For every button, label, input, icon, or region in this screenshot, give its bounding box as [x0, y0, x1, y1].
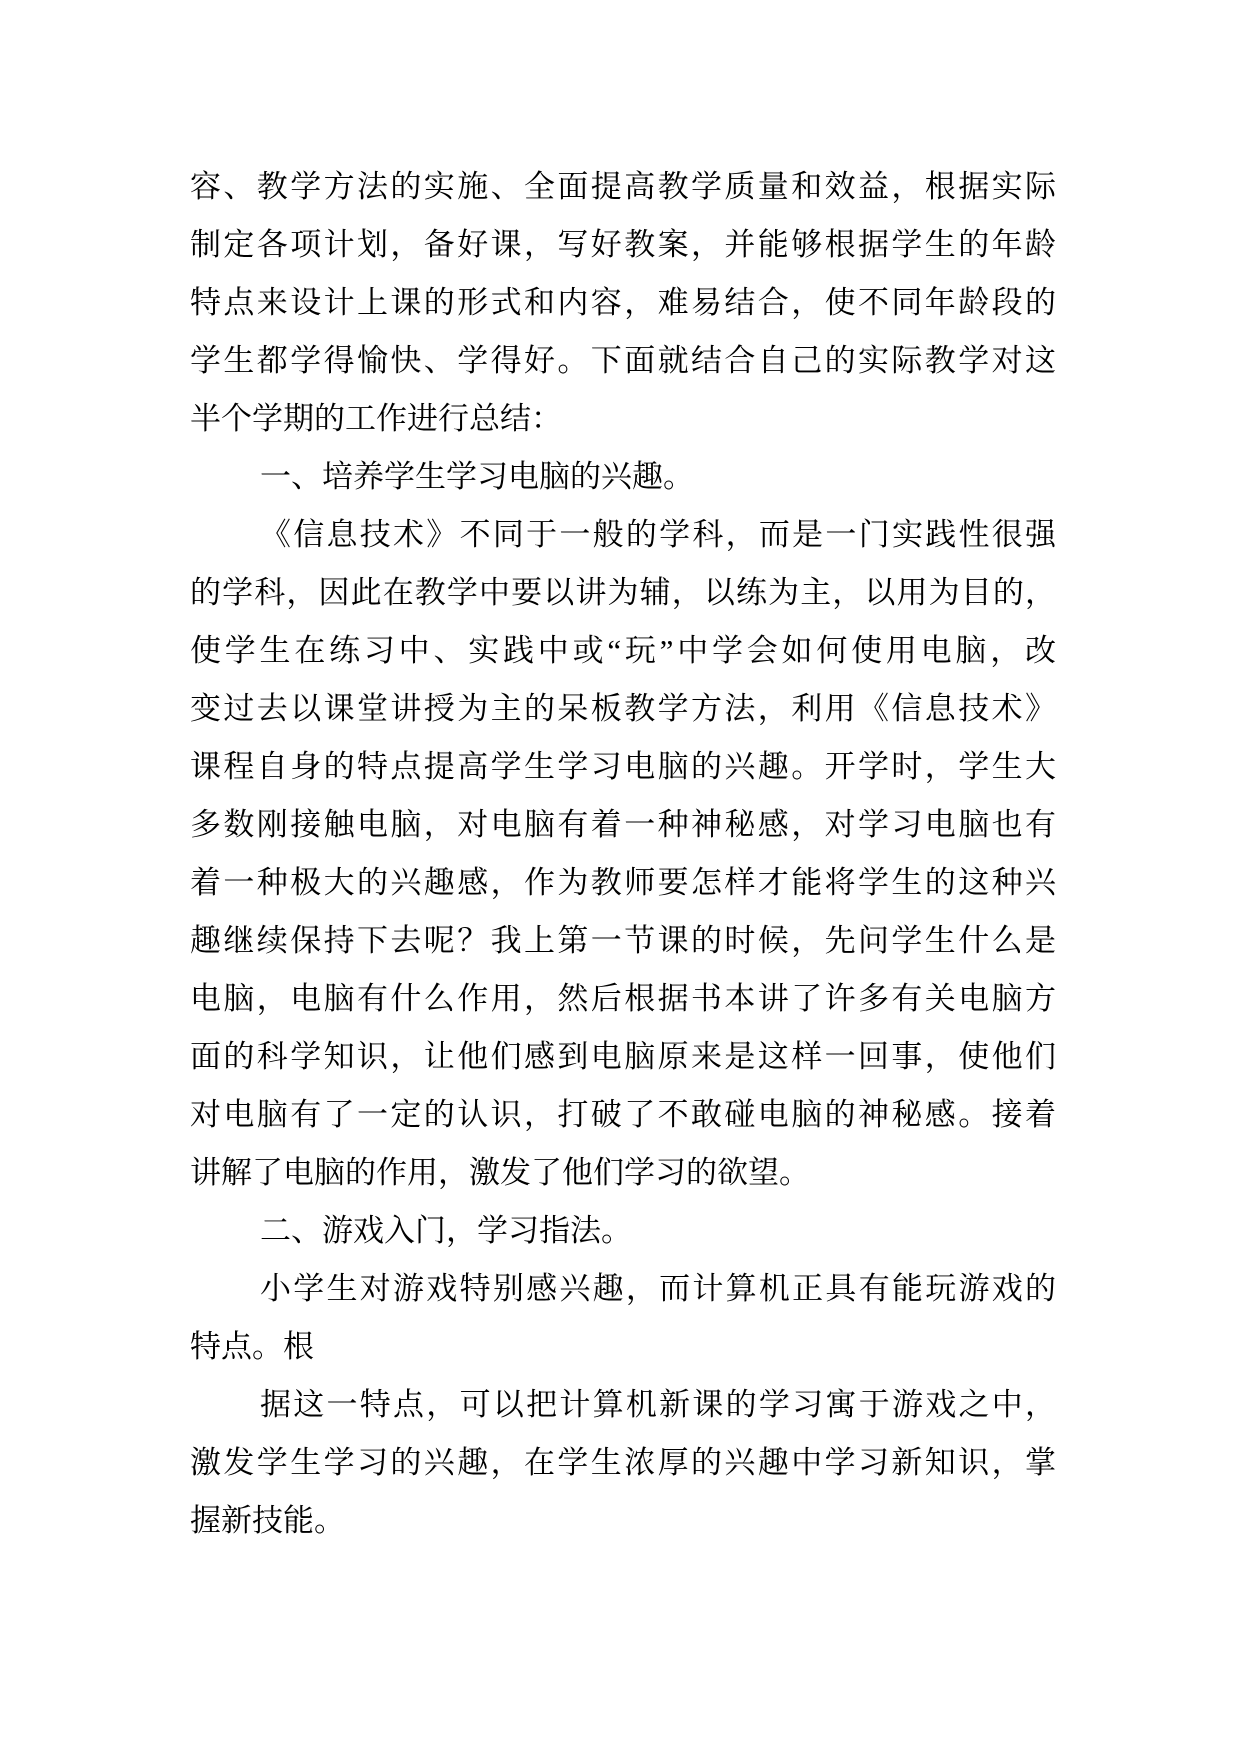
text-line-23: 激发学生学习的兴趣，在学生浓厚的兴趣中学习新知识，掌 [190, 1445, 1056, 1480]
text-line-14: 趣继续保持下去呢？我上第一节课的时候，先问学生什么是 [190, 923, 1056, 958]
text-line-16: 面的科学知识，让他们感到电脑原来是这样一回事，使他们 [190, 1039, 1056, 1074]
text-line-2: 制定各项计划，备好课，写好教案，并能够根据学生的年龄 [190, 227, 1056, 262]
text-line-13: 着一种极大的兴趣感，作为教师要怎样才能将学生的这种兴 [190, 865, 1056, 900]
text-line-20: 小学生对游戏特别感兴趣，而计算机正具有能玩游戏的 [260, 1271, 1056, 1306]
text-line-17: 对电脑有了一定的认识，打破了不敢碰电脑的神秘感。接着 [190, 1097, 1056, 1132]
text-line-7: 《信息技术》不同于一般的学科，而是一门实践性很强 [260, 517, 1056, 552]
text-line-3: 特点来设计上课的形式和内容，难易结合，使不同年龄段的 [190, 285, 1056, 320]
text-line-10: 变过去以课堂讲授为主的呆板教学方法，利用《信息技术》 [190, 691, 1056, 726]
text-line-5: 半个学期的工作进行总结： [190, 401, 562, 436]
text-line-19: 二、游戏入门，学习指法。 [260, 1213, 632, 1248]
text-line-9: 使学生在练习中、实践中或“玩”中学会如何使用电脑，改 [190, 633, 1056, 668]
text-line-12: 多数刚接触电脑，对电脑有着一种神秘感，对学习电脑也有 [190, 807, 1056, 842]
text-line-21: 特点。根 [190, 1329, 314, 1364]
text-block [190, 158, 1056, 1550]
text-line-24: 握新技能。 [190, 1503, 345, 1538]
text-line-18: 讲解了电脑的作用，激发了他们学习的欲望。 [190, 1155, 810, 1190]
text-line-8: 的学科，因此在教学中要以讲为辅，以练为主，以用为目的， [190, 575, 1056, 610]
text-line-6: 一、培养学生学习电脑的兴趣。 [260, 459, 694, 494]
text-line-1: 容、教学方法的实施、全面提高教学质量和效益，根据实际 [190, 169, 1056, 204]
text-line-11: 课程自身的特点提高学生学习电脑的兴趣。开学时，学生大 [190, 749, 1056, 784]
text-line-4: 学生都学得愉快、学得好。下面就结合自己的实际教学对这 [190, 343, 1056, 378]
text-line-15: 电脑，电脑有什么作用，然后根据书本讲了许多有关电脑方 [190, 981, 1056, 1016]
text-line-22: 据这一特点，可以把计算机新课的学习寓于游戏之中， [260, 1387, 1056, 1422]
